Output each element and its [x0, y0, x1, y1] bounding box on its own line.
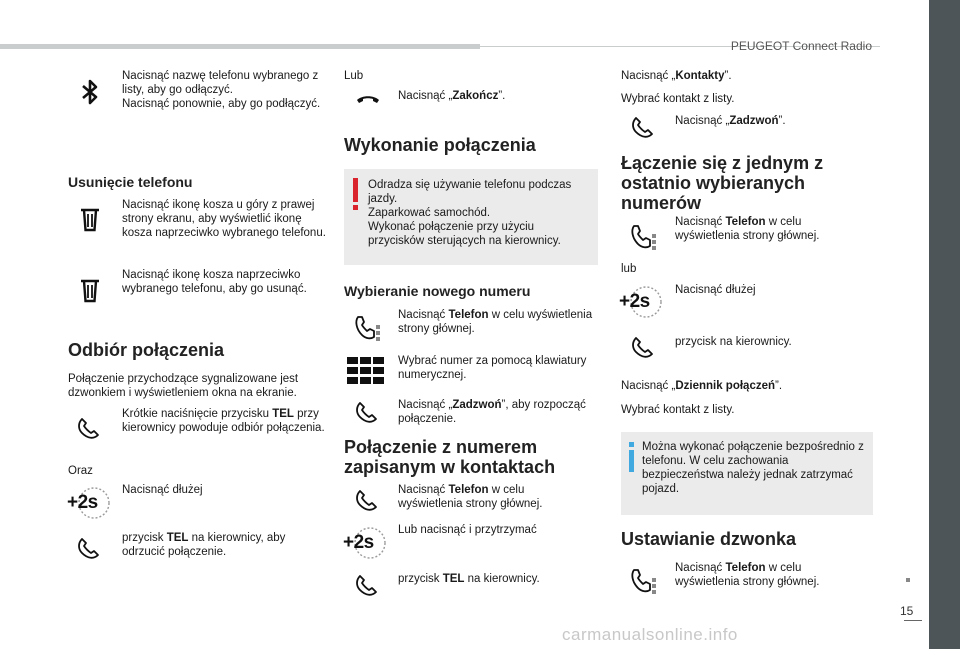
bt-text-1: Nacisnąć nazwę telefonu wybranego z listy, aby go odłączyć.	[122, 70, 319, 96]
pick-contact-text: Wybrać kontakt z listy.	[621, 93, 735, 105]
header-rule	[0, 44, 480, 49]
phone-handset-icon	[350, 481, 386, 517]
hold-2s-label: +2s	[619, 291, 650, 312]
hold-2s-icon	[618, 284, 664, 320]
hold-2s-label: +2s	[343, 532, 374, 553]
section-title-ringtone: Ustawianie dzwonka	[621, 529, 797, 549]
long-press-text: Nacisnąć dłużej	[122, 484, 203, 496]
page-number: 15	[900, 604, 914, 618]
warning-text	[368, 178, 590, 248]
reject-b: TEL	[166, 532, 189, 544]
trash-icon	[72, 201, 108, 237]
bt-text-2: Nacisnąć ponownie, aby go podłączyć.	[122, 98, 321, 110]
call2-b: Zadzwoń	[729, 115, 779, 127]
telefon-text-3	[675, 215, 855, 243]
hold-text: Lub nacisnąć i przytrzymać	[398, 524, 537, 536]
contacts-c: ”.	[724, 70, 732, 82]
tel3-c: na kierownicy.	[464, 573, 540, 585]
tel4-a: Nacisnąć	[675, 216, 726, 228]
tel2-b: Telefon	[448, 484, 489, 496]
bt-text	[122, 69, 327, 111]
section-title-contact: Połączenie z numerem zapisanym w kontaktach	[344, 437, 556, 477]
keypad-icon	[347, 357, 385, 385]
phone-handset-icon	[626, 108, 662, 144]
hold-2s-label: +2s	[67, 492, 98, 513]
phone-handset-icon	[72, 529, 108, 565]
hang-up-icon	[350, 80, 386, 116]
reject-a: przycisk	[122, 532, 167, 544]
log-b: Dziennik połączeń	[675, 380, 776, 392]
phone-home-icon	[626, 562, 662, 598]
warning-line-1: Odradza się używanie telefonu podczas jazdy.	[368, 179, 572, 205]
page-rule	[904, 620, 922, 621]
end-c: ”.	[498, 90, 506, 102]
trash-icon	[72, 272, 108, 308]
tel3-a: przycisk	[398, 573, 443, 585]
section-title-remove: Usunięcie telefonu	[68, 174, 193, 190]
call-log-text	[621, 379, 782, 393]
tel4-c: w celu wyświetlenia strony głównej.	[675, 216, 820, 242]
log-c: ”.	[775, 380, 783, 392]
call-c: ”, aby rozpocząć połączenie.	[398, 399, 586, 425]
phone-home-icon	[350, 309, 386, 345]
phone-handset-icon	[350, 566, 386, 602]
info-text: Można wykonać połączenie bezpośrednio z telefonu. W celu zachowania bezpieczeństwa należy jednak zatrzymać pojazd.	[642, 441, 864, 495]
warning-line-2: Zaparkować samochód.	[368, 207, 491, 219]
watermark: carmanualsonline.info	[562, 625, 738, 644]
telefon-text	[398, 308, 593, 336]
tel2-c: w celu wyświetlenia strony głównej.	[398, 484, 543, 510]
end-a: Nacisnąć „	[398, 90, 453, 102]
phone-handset-icon	[72, 409, 108, 445]
oraz-label: Oraz	[68, 465, 93, 477]
side-tab	[929, 0, 960, 649]
call-a: Nacisnąć „	[398, 399, 453, 411]
warning-icon-dot	[353, 205, 358, 210]
keypad-text: Wybrać numer za pomocą klawiatury numerycznej.	[398, 355, 587, 381]
short-press-a: Krótkie naciśnięcie przycisku	[122, 408, 273, 420]
hold-2s-icon	[342, 525, 388, 561]
tel-wheel-text	[398, 572, 540, 586]
hold-2s-icon	[66, 485, 112, 521]
long-press-text-2: Nacisnąć dłużej	[675, 284, 756, 296]
call2-a: Nacisnąć „	[675, 115, 730, 127]
trash-text-1: Nacisnąć ikonę kosza u góry z prawej strony ekranu, aby wyświetlić ikonę kosza naprzeciwko wybranego telefonu.	[122, 199, 326, 239]
warning-box	[344, 169, 598, 265]
trash-text-2: Nacisnąć ikonę kosza naprzeciwko wybranego telefonu, aby go usunąć.	[122, 269, 307, 295]
section-title-call: Wykonanie połączenia	[344, 135, 536, 155]
reject-text	[122, 531, 327, 559]
telefon-text-2	[398, 483, 588, 511]
contacts-text	[621, 69, 732, 83]
call-text-2	[675, 114, 786, 128]
tel5-b: Telefon	[725, 562, 766, 574]
call2-c: ”.	[778, 115, 786, 127]
tel4-b: Telefon	[725, 216, 766, 228]
tel5-a: Nacisnąć	[675, 562, 726, 574]
phone-handset-icon	[350, 393, 386, 429]
short-press-c: przy kierownicy powoduje odbiór połączenia.	[122, 408, 325, 434]
warning-icon	[353, 178, 358, 202]
tel3-b: TEL	[442, 573, 465, 585]
end-b: Zakończ	[452, 90, 499, 102]
tel5-c: w celu wyświetlenia strony głównej.	[675, 562, 820, 588]
receive-intro: Połączenie przychodzące sygnalizowane jest dzwonkiem i wyświetleniem okna na ekranie.	[68, 373, 299, 399]
phone-home-icon	[626, 218, 662, 254]
tel-c: w celu wyświetlenia strony głównej.	[398, 309, 593, 335]
log-a: Nacisnąć „	[621, 380, 676, 392]
short-press-text	[122, 407, 327, 435]
short-press-b: TEL	[272, 408, 294, 420]
wheel-text: przycisk na kierownicy.	[675, 336, 792, 348]
tel-a: Nacisnąć	[398, 309, 449, 321]
lub-label: Lub	[344, 70, 364, 82]
info-icon-dot	[629, 442, 634, 447]
continue-marker	[906, 578, 910, 582]
header-title: PEUGEOT Connect Radio	[730, 39, 872, 53]
telefon-text-4	[675, 561, 855, 589]
lub-label-2: lub	[621, 263, 637, 275]
tel2-a: Nacisnąć	[398, 484, 449, 496]
info-icon	[629, 450, 634, 472]
pick-contact-text-2: Wybrać kontakt z listy.	[621, 404, 735, 416]
section-title-recent: Łączenie się z jednym z ostatnio wybieranych numerów	[621, 153, 824, 213]
bluetooth-icon	[72, 74, 108, 110]
phone-handset-icon	[626, 328, 662, 364]
call-b: Zadzwoń	[452, 399, 502, 411]
section-title-receive: Odbiór połączenia	[68, 340, 225, 360]
call-text	[398, 398, 588, 426]
contacts-b: Kontakty	[675, 70, 725, 82]
tel-b: Telefon	[448, 309, 489, 321]
warning-line-3: Wykonać połączenie przy użyciu przycisków sterujących na kierownicy.	[368, 221, 561, 247]
contacts-a: Nacisnąć „	[621, 70, 676, 82]
section-title-new-number: Wybieranie nowego numeru	[344, 283, 531, 299]
info-box	[621, 432, 873, 515]
reject-c: na kierownicy, aby odrzucić połączenie.	[122, 532, 286, 558]
end-call-text	[398, 89, 505, 103]
